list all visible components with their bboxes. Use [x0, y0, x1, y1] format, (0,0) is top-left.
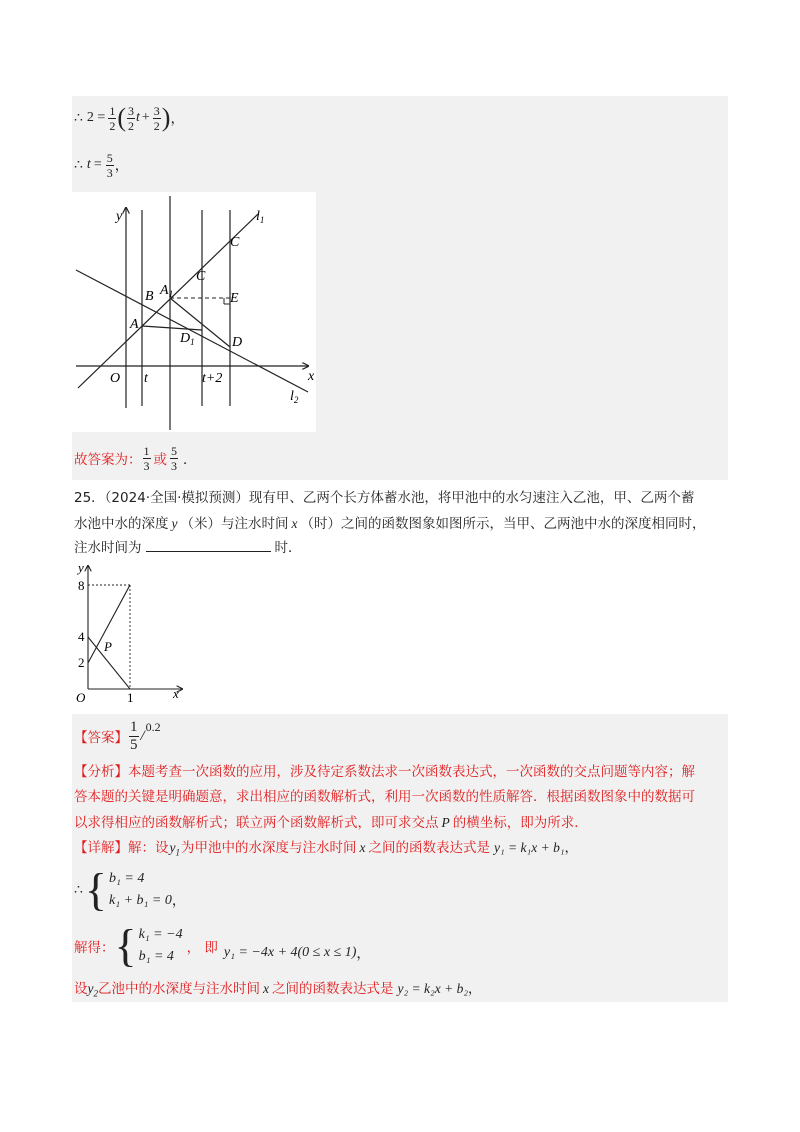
fraction: $\frac{5}{3}$ [106, 150, 113, 180]
label-D1: $D_1$ [180, 331, 195, 347]
label-l2: $l_2$ [290, 389, 299, 405]
figure-2-container [72, 560, 192, 708]
segment-A1-D [170, 298, 230, 347]
figure-1-container [72, 192, 316, 432]
label-4: 4 [78, 629, 85, 644]
fraction: $\frac{3}{2}$ [128, 103, 134, 133]
equation-line-2 [74, 146, 129, 184]
answer-fraction: $\frac{1}{5}$ [130, 718, 138, 753]
fraction: $\frac{1}{2}$ [109, 103, 116, 133]
label-y: y [116, 209, 123, 224]
question-25-line-2: 水池中水的深度 y （米）与注水时间 x （时）之间的函数图象如图所示，当甲、乙两池中水的深度相同时， [74, 516, 706, 532]
label-D: D [232, 335, 243, 350]
therefore-symbol: ∴ [74, 157, 83, 173]
equals-sign: = [93, 157, 102, 172]
comma: ， [170, 112, 185, 127]
system-1-eq-1: b₁ = 4 [109, 871, 145, 886]
label-l1: $l_1$ [256, 209, 265, 225]
system-2: 解得： { k₁ = −4 b₁ = 4 ， 即 y₁ = −4x + 4(0 ≤ x ≤ 1) ， [74, 920, 371, 971]
label-t-plus-2: t+2 [202, 371, 223, 386]
system-2-eq-2: b₁ = 4 [138, 949, 174, 964]
fraction: $\frac{1}{3}$ [143, 443, 150, 473]
therefore-symbol: ∴ [74, 110, 83, 126]
answer-blank[interactable] [146, 537, 271, 552]
fraction: $\frac{3}{2}$ [153, 103, 160, 133]
label-C2: C [196, 269, 206, 284]
figure-2-graph [72, 560, 192, 708]
detail-line: 【详解】解：设$y_1$为甲池中的水深度与注水时间 x 之间的函数表达式是 y₁ = k₁x + b₁， [74, 840, 579, 858]
period: ． [183, 452, 197, 468]
answer-line [74, 440, 197, 476]
answer-prefix: 故答案为： [74, 452, 142, 468]
answer-slash: / [140, 727, 145, 744]
label-E: E [230, 291, 239, 306]
solve-result: y₁ = −4x + 4(0 ≤ x ≤ 1) [223, 945, 357, 960]
figure-1-graph [72, 192, 316, 432]
right-paren: ) [161, 103, 171, 132]
label-8: 8 [78, 578, 85, 593]
segment-A-D1 [142, 326, 202, 330]
question-25-line-1: 25．（2024·全国·模拟预测）现有甲、乙两个长方体蓄水池，将甲池中的水匀速注入乙池，甲、乙两个蓄 [74, 490, 695, 506]
or-text: 或 [153, 452, 167, 468]
system-1: ∴ { b₁ = 4 k₁ + b₁ = 0 ， [74, 864, 186, 915]
label-O: O [110, 371, 121, 386]
variable-t: t [86, 157, 91, 172]
system-2-eq-1: k₁ = −4 [138, 927, 183, 942]
analysis-line-2: 答本题的关键是明确题意，求出相应的函数解析式，利用一次函数的性质解答．根据函数图象中的数据可 [74, 789, 695, 805]
label-A1: $A_1$ [160, 283, 174, 299]
analysis-line-3: 以求得相应的函数解析式；联立两个函数解析式，即可求交点 P 的横坐标，即为所求． [74, 815, 588, 831]
comma: ， [114, 159, 129, 174]
analysis-line-1: 【分析】本题考查一次函数的应用，涉及待定系数法求一次函数表达式，一次函数的交点问题等内容；解 [74, 764, 695, 780]
label-t: t [144, 371, 148, 386]
label-P: P [104, 639, 112, 654]
variable-t: t [136, 110, 140, 125]
system-1-eq-2: k₁ + b₁ = 0 [109, 893, 172, 908]
answer-row [74, 716, 161, 756]
plus-sign: + [141, 110, 150, 125]
label-A: A [130, 317, 139, 332]
left-brace: { [84, 864, 108, 915]
last-line: 设$y_2$乙池中的水深度与注水时间 x 之间的函数表达式是 y₂ = k₂x + b₂， [74, 981, 482, 999]
label-x: x [308, 369, 315, 384]
label-B: B [145, 289, 154, 304]
answer-tag: 【答案】 [74, 730, 128, 746]
label-x: x [173, 686, 179, 701]
fraction: $\frac{5}{3}$ [171, 443, 177, 473]
question-25-line-3: 注水时间为 时． [74, 536, 302, 561]
lhs: 2 = [86, 110, 106, 125]
label-y: y [78, 560, 84, 575]
left-paren: ( [117, 103, 126, 132]
answer-alt: 0.2 [145, 720, 161, 734]
label-C1: C [230, 235, 240, 250]
label-2: 2 [78, 655, 85, 670]
equation-line-1 [74, 98, 184, 138]
left-brace: { [114, 920, 137, 971]
label-1: 1 [127, 690, 134, 705]
label-O: O [76, 690, 86, 705]
